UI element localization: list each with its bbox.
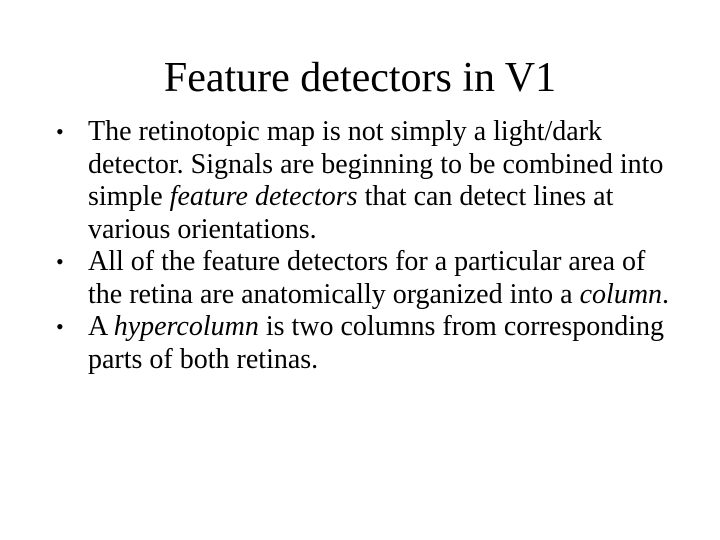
- bullet-list: [56, 116, 676, 376]
- bullet-text-segment: is two columns from corresponding parts of both retinas.: [88, 311, 664, 375]
- bullet-marker: •: [56, 314, 64, 339]
- bullet-text-segment: that can detect lines at various orientations.: [88, 181, 614, 245]
- bullet-emphasis-hypercolumn: hypercolumn: [113, 311, 259, 342]
- bullet-text-segment: .: [662, 278, 670, 310]
- bullet-text-segment: The retinotopic map is not simply a light/dark detector. Signals are beginning to be combined into simple: [88, 116, 664, 212]
- bullet-text-segment: A: [88, 311, 114, 342]
- bullet-text-2: [88, 246, 669, 310]
- bullet-emphasis-feature-detectors: feature detectors: [169, 181, 358, 212]
- bullet-emphasis-column: column: [579, 278, 663, 310]
- bullet-marker: •: [56, 119, 64, 144]
- bullet-item-2: [56, 246, 676, 311]
- bullet-text-1: [88, 116, 663, 245]
- bullet-marker: •: [56, 249, 64, 274]
- slide-title: Feature detectors in V1: [163, 55, 557, 101]
- bullet-item-1: [56, 116, 676, 246]
- bullet-text-3: [88, 311, 664, 375]
- bullet-text-segment: All of the feature detectors for a particular area of the retina are anatomically organized into a: [88, 246, 646, 310]
- bullet-item-3: [56, 311, 676, 376]
